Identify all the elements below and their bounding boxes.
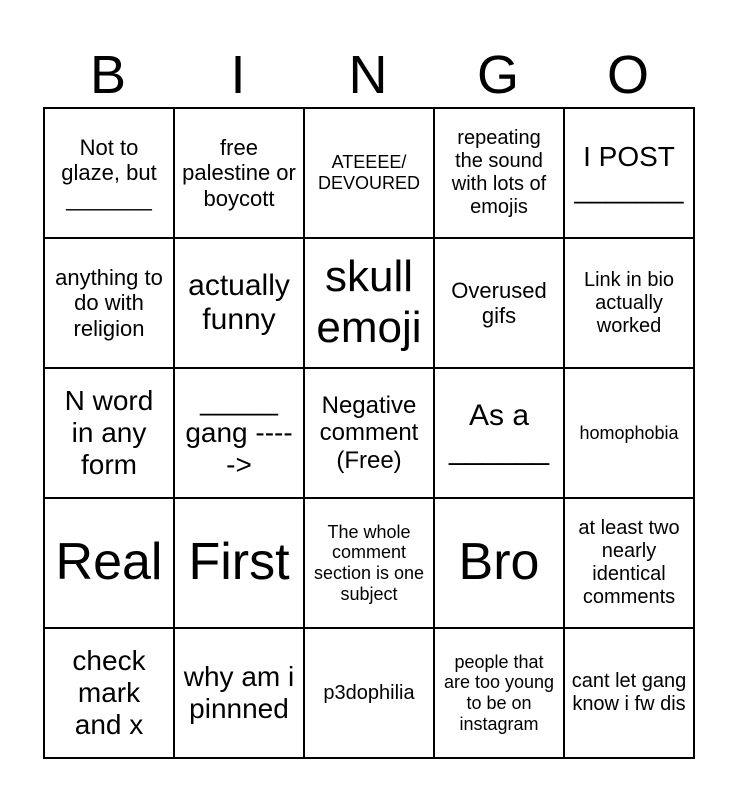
bingo-row bbox=[44, 108, 694, 238]
bingo-cell[interactable]: As a ______ bbox=[434, 368, 564, 498]
bingo-row bbox=[44, 498, 694, 628]
bingo-cell[interactable]: free palestine or boycott bbox=[174, 108, 304, 238]
bingo-cell[interactable]: p3dophilia bbox=[304, 628, 434, 758]
bingo-cell[interactable]: I POST _______ bbox=[564, 108, 694, 238]
bingo-cell[interactable]: repeating the sound with lots of emojis bbox=[434, 108, 564, 238]
bingo-cell[interactable]: Real bbox=[44, 498, 174, 628]
bingo-cell[interactable]: at least two nearly identical comments bbox=[564, 498, 694, 628]
bingo-cell[interactable]: Overused gifs bbox=[434, 238, 564, 368]
bingo-cell[interactable]: Negative comment (Free) bbox=[304, 368, 434, 498]
bingo-cell[interactable]: ATEEEE/ DEVOURED bbox=[304, 108, 434, 238]
header-letter-g: G bbox=[476, 45, 519, 105]
bingo-cell[interactable]: Link in bio actually worked bbox=[564, 238, 694, 368]
bingo-cell[interactable]: First bbox=[174, 498, 304, 628]
bingo-cell[interactable]: Not to glaze, but _______ bbox=[44, 108, 174, 238]
bingo-cell[interactable]: why am i pinnned bbox=[174, 628, 304, 758]
bingo-cell[interactable]: homophobia bbox=[564, 368, 694, 498]
header-letter-n: N bbox=[348, 45, 388, 105]
bingo-cell[interactable]: actually funny bbox=[174, 238, 304, 368]
bingo-cell[interactable]: The whole comment section is one subject bbox=[304, 498, 434, 628]
bingo-card bbox=[43, 107, 695, 759]
bingo-cell[interactable]: people that are too young to be on instagram bbox=[434, 628, 564, 758]
bingo-cell[interactable]: N word in any form bbox=[44, 368, 174, 498]
bingo-cell[interactable]: Bro bbox=[434, 498, 564, 628]
header-letter-b: B bbox=[89, 45, 127, 105]
header-letter-o: O bbox=[606, 45, 649, 105]
bingo-header bbox=[43, 44, 693, 106]
bingo-row bbox=[44, 368, 694, 498]
bingo-row bbox=[44, 628, 694, 758]
bingo-cell[interactable]: anything to do with religion bbox=[44, 238, 174, 368]
bingo-cell[interactable]: check mark and x bbox=[44, 628, 174, 758]
bingo-cell[interactable]: _____ gang -----> bbox=[174, 368, 304, 498]
bingo-cell[interactable]: cant let gang know i fw dis bbox=[564, 628, 694, 758]
bingo-cell[interactable]: skull emoji bbox=[304, 238, 434, 368]
bingo-row bbox=[44, 238, 694, 368]
header-letter-i: I bbox=[230, 45, 246, 105]
